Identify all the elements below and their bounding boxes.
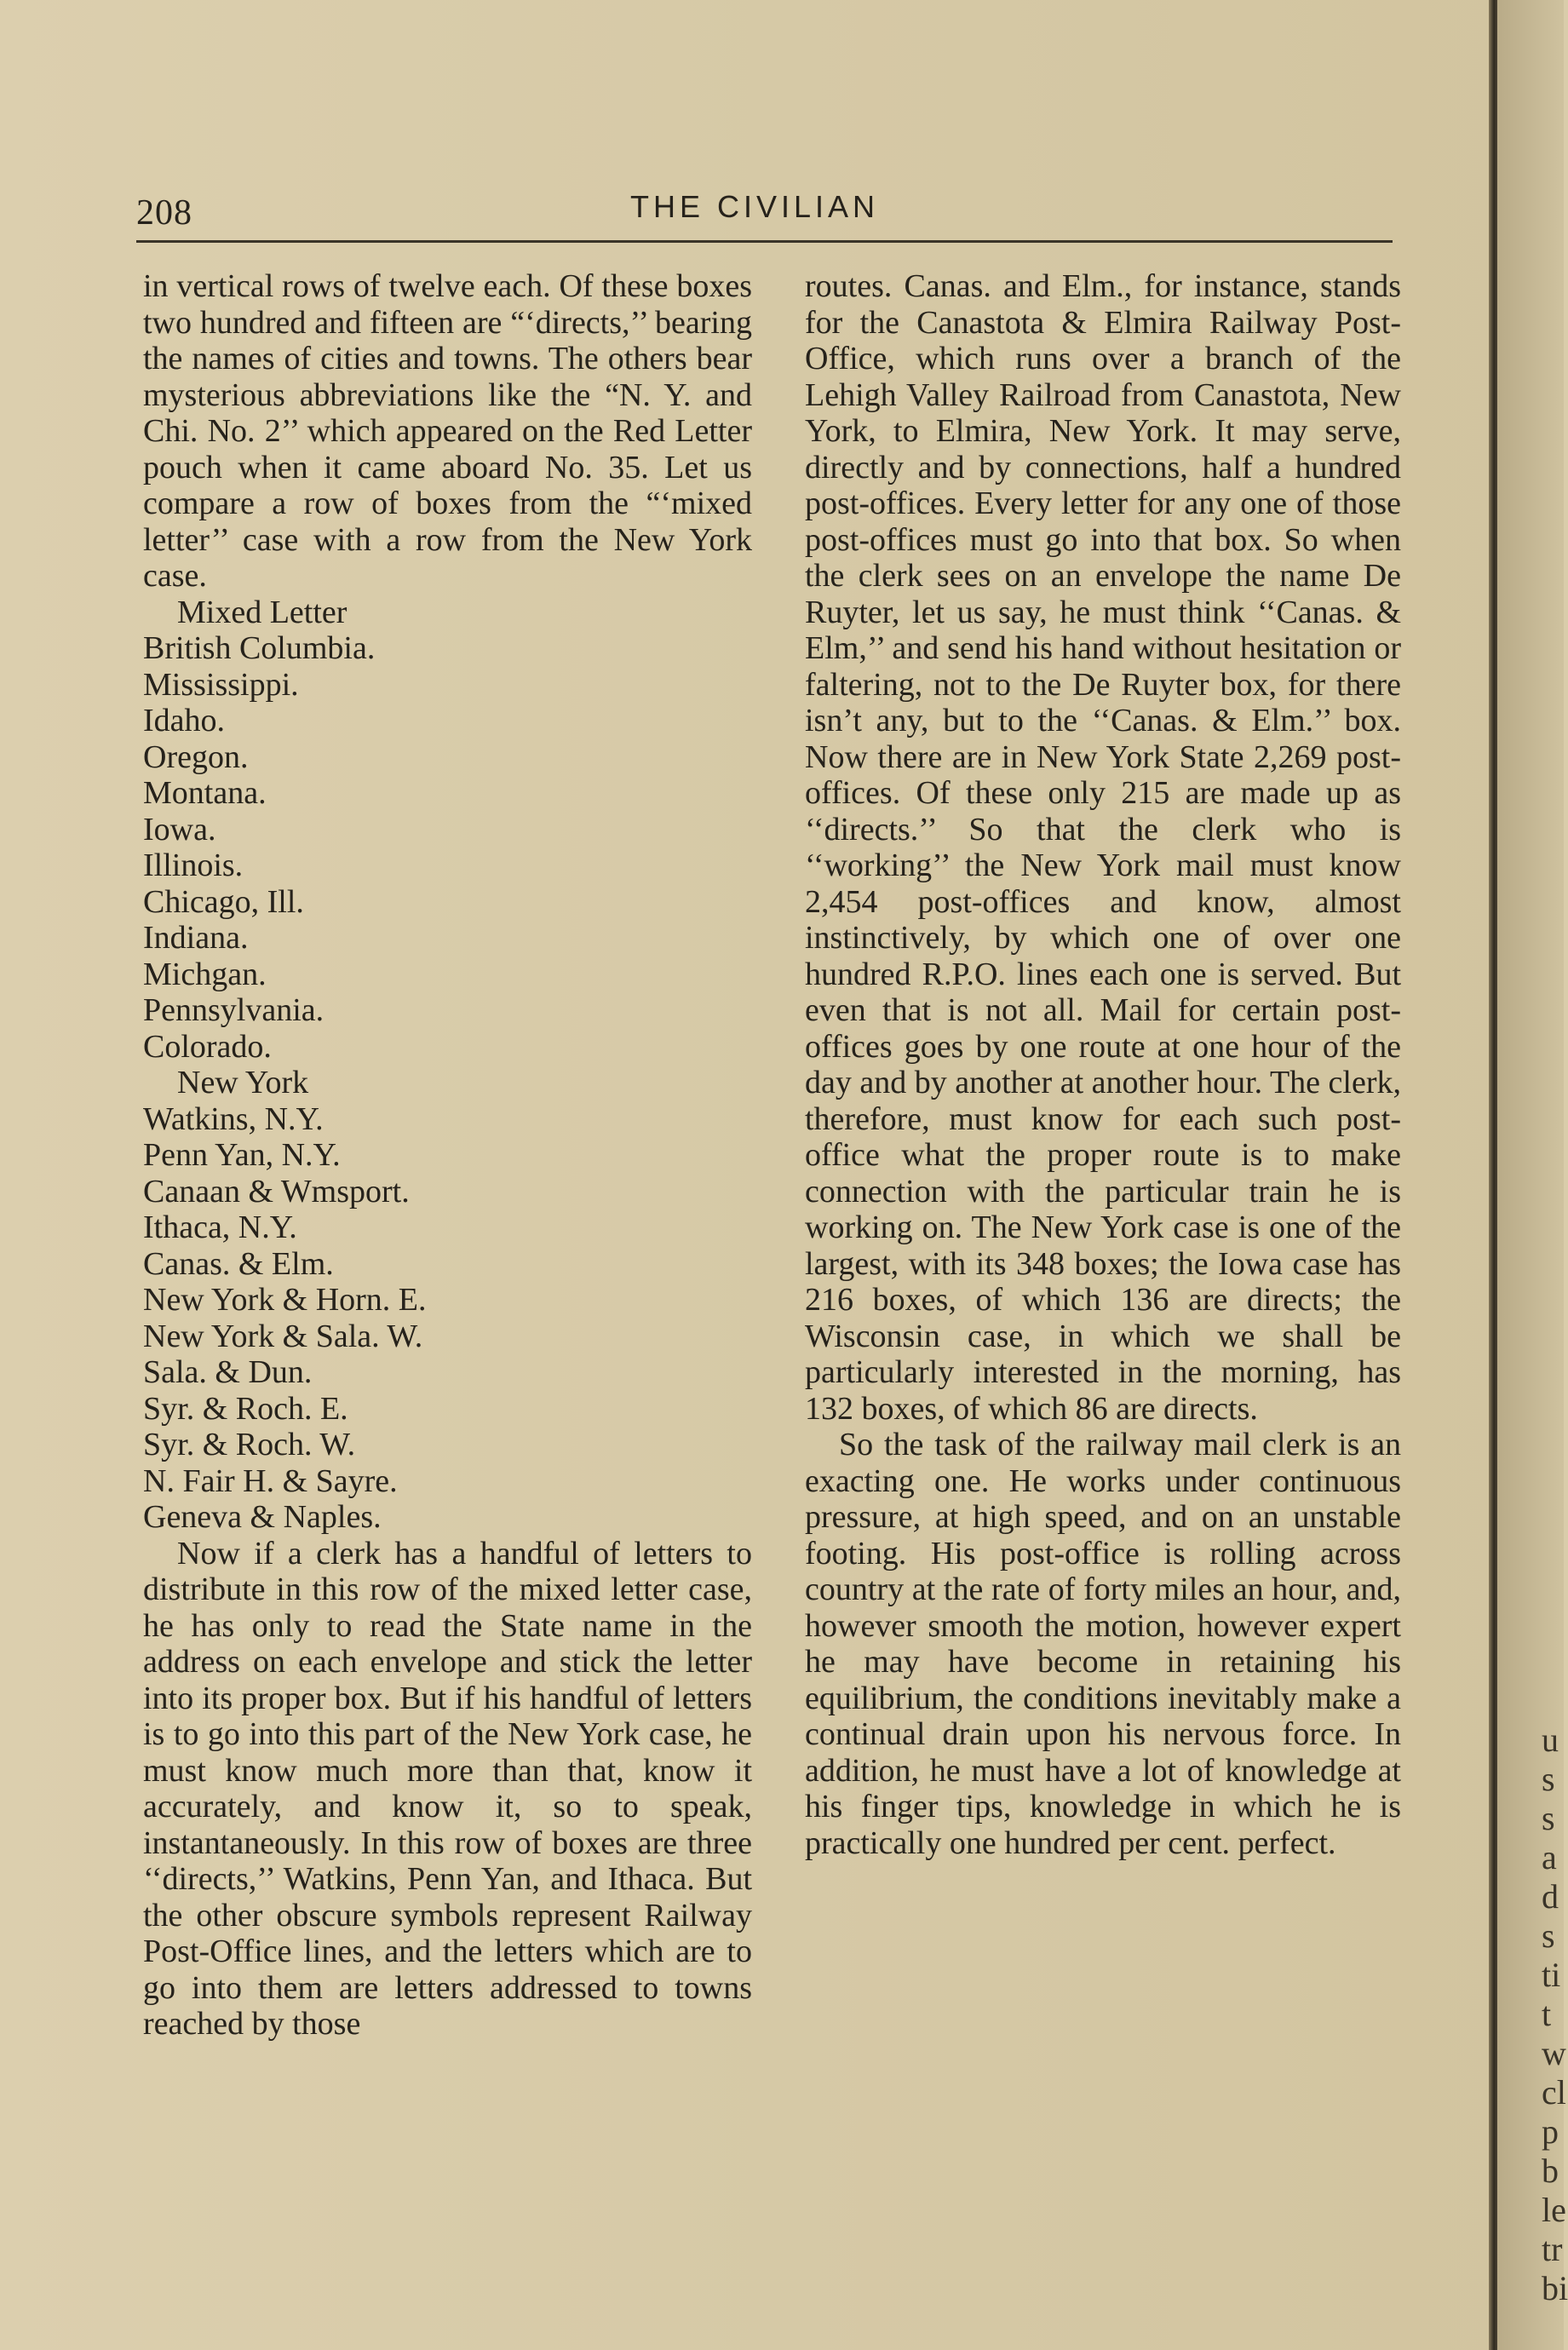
list-item: Canas. & Elm.	[143, 1245, 334, 1282]
right-column	[805, 268, 1401, 1861]
list-item: Montana.	[143, 775, 267, 811]
list-item: N. Fair H. & Sayre.	[143, 1462, 398, 1499]
adjacent-glyph: d	[1542, 1877, 1559, 1916]
adjacent-glyph: t	[1542, 1995, 1552, 2033]
list-item: Michgan.	[143, 956, 267, 992]
adjacent-glyph: s	[1542, 1760, 1555, 1798]
mixed-letter-list	[143, 630, 752, 1065]
adjacent-glyph: le	[1542, 2191, 1566, 2229]
adjacent-glyph: ti	[1542, 1956, 1561, 1994]
adjacent-glyph: a	[1542, 1838, 1557, 1876]
adjacent-glyph: s	[1542, 1916, 1555, 1955]
adjacent-glyph: tr	[1542, 2230, 1563, 2268]
list-item: Colorado.	[143, 1028, 272, 1065]
list-item: Idaho.	[143, 703, 226, 738]
list-item: Indiana.	[143, 920, 249, 956]
list-item: New York & Horn. E.	[143, 1282, 427, 1318]
list-item: Canaan & Wmsport.	[143, 1173, 410, 1209]
adjacent-glyph: s	[1542, 1799, 1555, 1837]
list-item: Illinois.	[143, 847, 244, 883]
list-item: Oregon.	[143, 738, 249, 775]
list-item: Ithaca, N.Y.	[143, 1209, 297, 1245]
list-item: Chicago, Ill.	[143, 883, 304, 920]
header-rule	[136, 240, 1393, 243]
list-item: Sala. & Dun.	[143, 1354, 313, 1390]
body-paragraph: routes. Canas. and Elm., for instance, stands for the Canastota & Elmira Railway Post-Office, which runs over a branch of the Lehigh Valley Railroad from Canastota, New York, to Elmira, New York. It may serve, directly and by connections, half a hundred post-offices. Every letter for any one of those post-offices must go into that box. So when the clerk sees on an envelope the name De Ruyter, let us say, he must think ‘‘Canas. & Elm,’’ and send his hand without hesitation or faltering, not to the De Ruyter box, for there isn’t any, but to the ‘‘Canas. & Elm.’’ box. Now there are in New York State 2,269 post-offices. Of these only 215 are made up as ‘‘directs.’’ So that the clerk who is ‘‘working’’ the New York mail must know 2,454 post-offices and know, almost instinctively, by which one of over one hundred R.P.O. lines each one is served. But even that is not all. Mail for certain post-offices goes by one route at one hour of the day and by another at another hour. The clerk, therefore, must know for each such post-office what the proper route is to make connection with the particular train he is working on. The New York case is one of the largest, with its 348 boxes; the Iowa case has 216 boxes, of which 136 are directs; the Wisconsin case, in which we shall be particularly interested in the morning, has 132 boxes, of which 86 are directs.	[805, 268, 1401, 1427]
closing-paragraph: Now if a clerk has a handful of letters to distribute in this row of the mixed letter case, he has only to read the State name in the address on each envelope and stick the letter into its proper box. But if his handful of letters is to go into this part of the New York case, he must know much more than that, know it accurately, and know it, so to speak, instantaneously. In this row of boxes are three ‘‘directs,’’ Watkins, Penn Yan, and Ithaca. But the other obscure symbols represent Railway Post-Office lines, and the letters which are to go into them are letters addressed to towns reached by those	[143, 1535, 752, 2042]
adjacent-glyph: b	[1542, 2152, 1559, 2190]
body-paragraph: So the task of the railway mail clerk is an exacting one. He works under continuous pressure, at high speed, and on an unstable footing. His post-office is rolling across country at the rate of forty miles an hour, and, however smooth the motion, however expert he may have become in retaining his equilibrium, the conditions inevitably make a continual drain upon his nervous force. In addition, he must have a lot of knowledge at his finger tips, knowledge in which he is practically one hundred per cent. perfect.	[805, 1427, 1401, 1861]
new-york-list	[143, 1101, 752, 1536]
list-item: Pennsylvania.	[143, 992, 325, 1028]
list-item: Geneva & Naples.	[143, 1499, 382, 1535]
new-york-heading: New York	[177, 1065, 309, 1100]
book-spine	[1489, 0, 1497, 2350]
mixed-letter-heading: Mixed Letter	[177, 594, 347, 630]
list-item: British Columbia.	[143, 630, 376, 666]
list-item: Iowa.	[143, 811, 216, 847]
left-column	[143, 268, 752, 2043]
adjacent-glyph: bi	[1542, 2269, 1568, 2307]
adjacent-glyph: p	[1542, 2112, 1559, 2151]
page-number: 208	[136, 193, 192, 233]
running-head: THE CIVILIAN	[630, 189, 880, 224]
list-item: Syr. & Roch. W.	[143, 1427, 356, 1462]
adjacent-glyph: u	[1542, 1721, 1559, 1759]
list-item: Syr. & Roch. E.	[143, 1390, 348, 1427]
adjacent-glyph: w	[1542, 2034, 1566, 2072]
list-item: New York & Sala. W.	[143, 1318, 423, 1354]
intro-paragraph: in vertical rows of twelve each. Of these boxes two hundred and fifteen are “‘directs,’’ bearing the names of cities and towns. The others bear mysterious abbreviations like the “N. Y. and Chi. No. 2’’ which appeared on the Red Letter pouch when it came aboard No. 35. Let us compare a row of boxes from the “‘mixed letter’’ case with a row from the New York case.	[143, 268, 752, 594]
adjacent-glyph: cl	[1542, 2073, 1566, 2112]
page-header	[136, 186, 1393, 237]
adjacent-page-text	[1542, 1721, 1568, 2308]
list-item: Watkins, N.Y.	[143, 1100, 324, 1137]
list-item: Penn Yan, N.Y.	[143, 1137, 341, 1173]
list-item: Mississippi.	[143, 666, 299, 703]
